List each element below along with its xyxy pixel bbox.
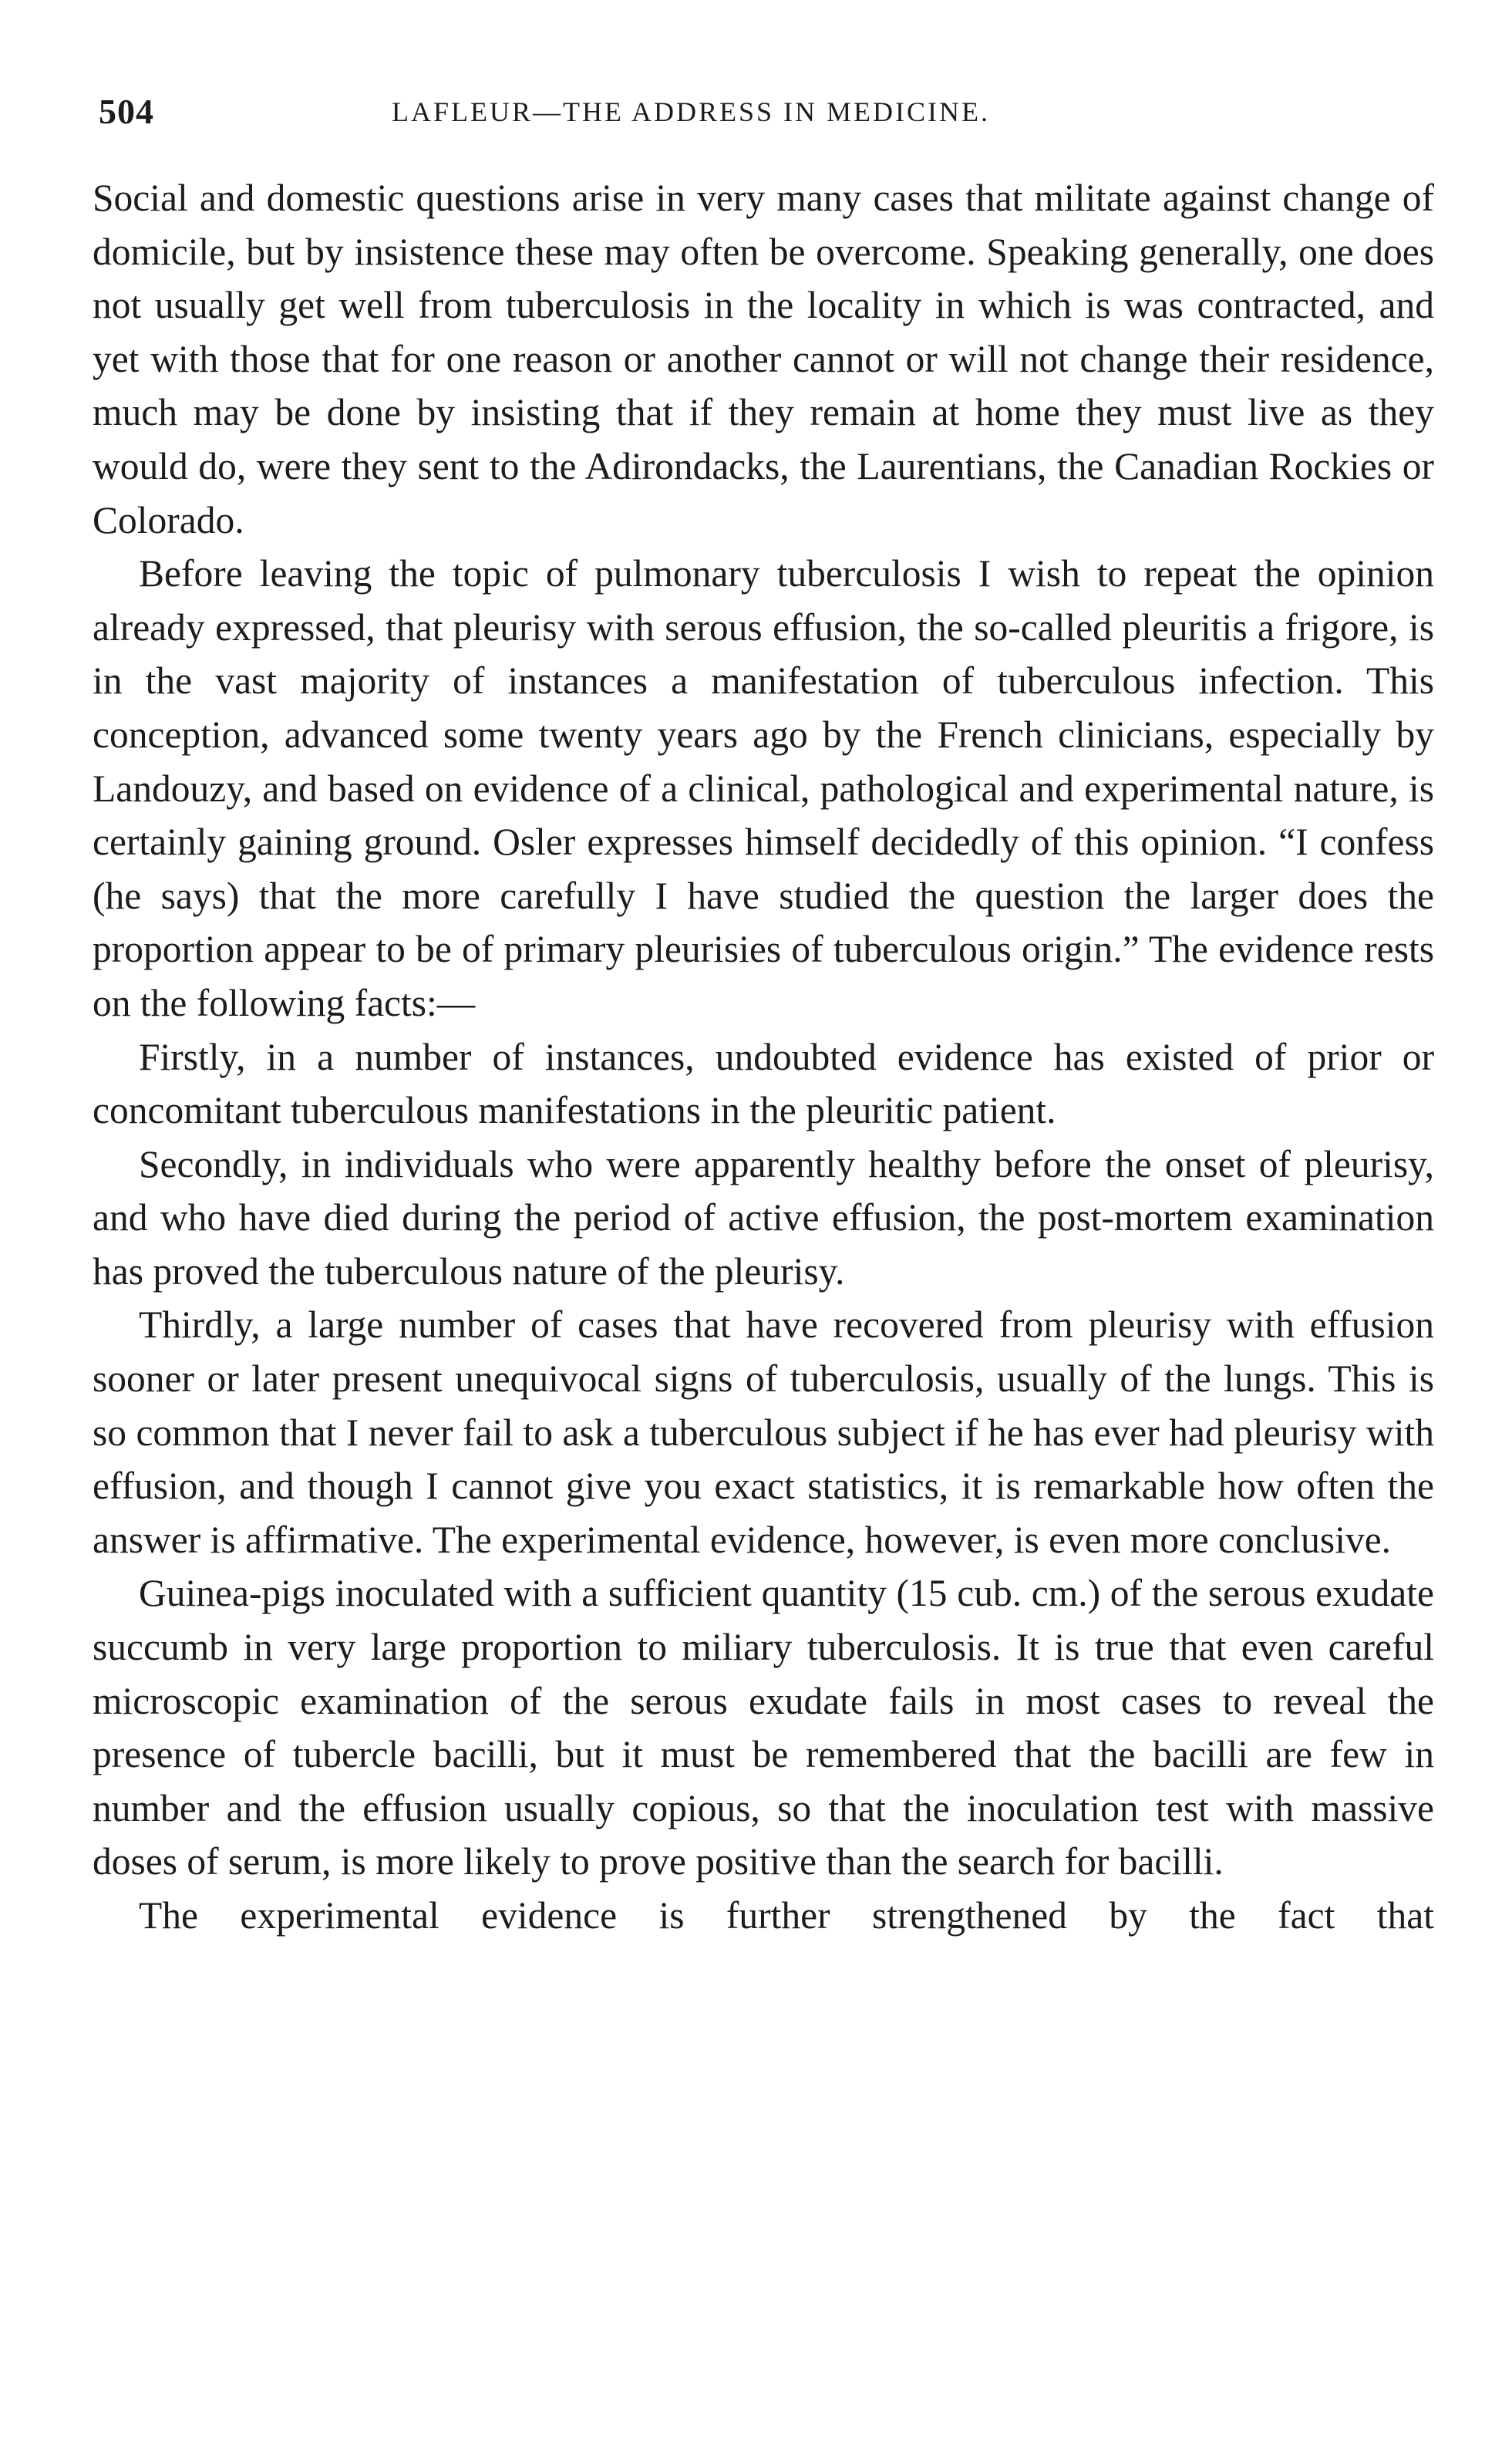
paragraph-pleurisy-opinion: Before leaving the topic of pulmonary tuberculosis I wish to repeat the opinion already expressed, that pleurisy with serous effusion, the so-called pleuritis a frigore, is in the vast majority of instances a manifestation of tuberculous infection. This conception, advanced some twenty years ago by the French clinicians, especially by Landouzy, and based on evidence of a clinical, pathological and experimental nature, is certainly gaining ground. Osler expresses himself decidedly of this opinion. “I confess (he says) that the more carefully I have studied the question the larger does the proportion appear to be of primary pleurisies of tuberculous origin.” The evidence rests on the following facts:—	[93, 552, 1434, 1024]
running-head	[99, 91, 1409, 137]
paragraph-secondly: Secondly, in individuals who were apparently healthy before the onset of pleurisy, and who have died during the period of active effusion, the post-mortem examination has proved the tuberculous nature of the pleurisy.	[93, 1142, 1434, 1293]
paragraph-domicile: Social and domestic questions arise in very many cases that militate against change of domicile, but by insistence these may often be overcome. Speaking generally, one does not usually get well from tuberculosis in the locality in which is was contracted, and yet with those that for one reason or another cannot or will not change their residence, much may be done by insisting that if they remain at home they must live as they would do, were they sent to the Adirondacks, the Laurentians, the Canadian Rockies or Colorado.	[93, 177, 1434, 541]
paragraph-experimental-evidence: The experimental evidence is further strengthened by the fact that	[139, 1894, 1434, 1937]
page-number: 504	[99, 92, 154, 131]
paragraph-firstly: Firstly, in a number of instances, undoubted evidence has existed of prior or concomitant tuberculous manifestations in the pleuritic patient.	[93, 1035, 1434, 1132]
paragraph-guinea-pigs: Guinea-pigs inoculated with a sufficient quantity (15 cub. cm.) of the serous exudate succumb in very large proportion to miliary tuberculosis. It is true that even careful microscopic examination of the serous exudate fails in most cases to reveal the presence of tubercle bacilli, but it must be remembered that the bacilli are few in number and the effusion usually copious, so that the inoculation test with massive doses of serum, is more likely to prove positive than the search for bacilli.	[93, 1572, 1434, 1883]
body-text	[93, 171, 1434, 1943]
paragraph-thirdly: Thirdly, a large number of cases that have recovered from pleurisy with effusion sooner or later present unequivocal signs of tuberculosis, usually of the lungs. This is so common that I never fail to ask a tuberculous subject if he has ever had pleurisy with effusion, and though I cannot give you exact statistics, it is remarkable how often the answer is affirmative. The experimental evidence, however, is even more conclusive.	[93, 1303, 1434, 1561]
running-title: LAFLEUR—THE ADDRESS IN MEDICINE.	[392, 96, 990, 127]
